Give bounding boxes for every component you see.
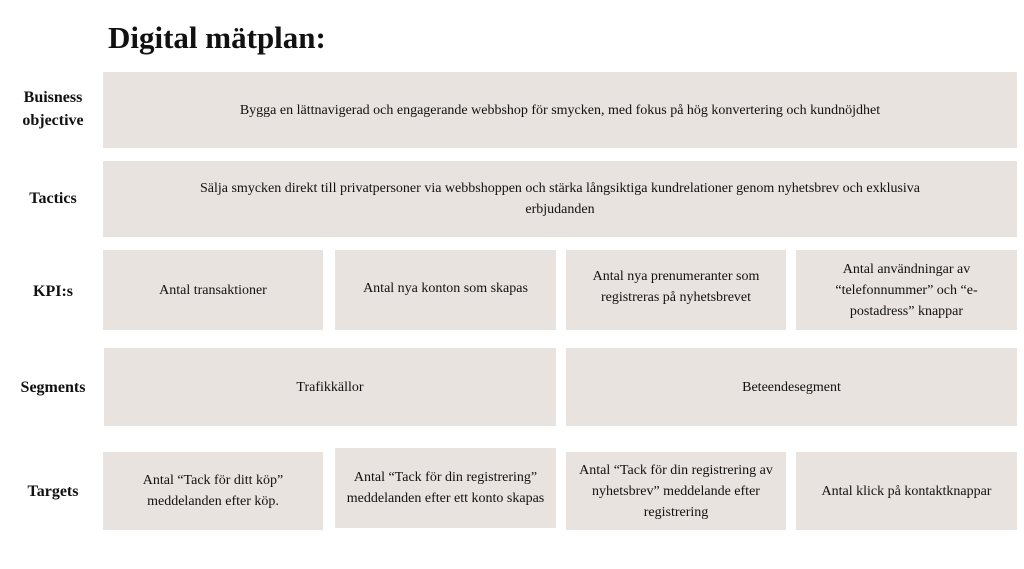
row-label-targets: Targets — [27, 482, 79, 500]
kpi-box-new-accounts: Antal nya konton som skapas — [335, 250, 556, 330]
row-label-kpis: KPI:s — [33, 282, 73, 300]
segment-box-behavior-segment: Beteendesegment — [566, 348, 1017, 426]
row-label-tactics: Tactics — [29, 189, 77, 207]
target-box-newsletter-registration-thanks: Antal “Tack för din registrering av nyhetsbrev” meddelande efter registrering — [566, 452, 786, 530]
target-box-account-registration-thanks: Antal “Tack för din registrering” meddelanden efter ett konto skapas — [335, 448, 556, 528]
segment-box-traffic-sources: Trafikkällor — [104, 348, 556, 426]
row-label-segments: Segments — [20, 378, 86, 396]
tactics-box: Sälja smycken direkt till privatpersoner via webbshoppen och stärka långsiktiga kundrelationer genom nyhetsbrev och exklusiva erbjudanden — [103, 161, 1017, 237]
kpi-box-transactions: Antal transaktioner — [103, 250, 323, 330]
kpi-box-newsletter-subscribers: Antal nya prenumeranter som registreras på nyhetsbrevet — [566, 250, 786, 330]
target-box-contact-clicks: Antal klick på kontaktknappar — [796, 452, 1017, 530]
page-title: Digital mätplan: — [108, 20, 326, 55]
business-objective-box: Bygga en lättnavigerad och engagerande webbshop för smycken, med fokus på hög konvertering och kundnöjdhet — [103, 72, 1017, 148]
target-box-purchase-thanks: Antal “Tack för ditt köp” meddelanden efter köp. — [103, 452, 323, 530]
row-label-business-objective: Buisness objective — [22, 89, 84, 129]
kpi-box-contact-button-usage: Antal användningar av “telefonnummer” och “e-postadress” knappar — [796, 250, 1017, 330]
